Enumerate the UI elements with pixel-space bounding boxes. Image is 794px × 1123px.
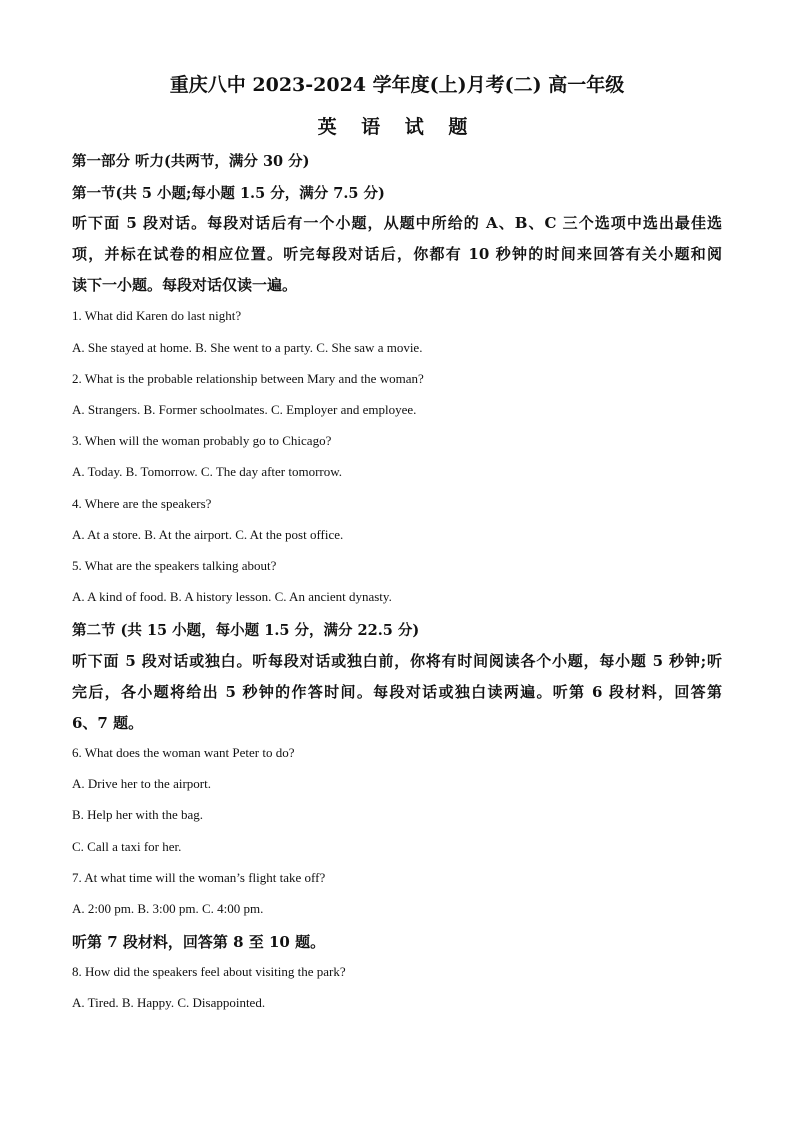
exam-title: 重庆八中 2023-2024 学年度(上)月考(二) 高一年级	[169, 74, 625, 96]
question-8-options: A. Tired. B. Happy. C. Disappointed.	[72, 995, 266, 1010]
question-7: 7. At what time will the woman’s flight take off?	[72, 870, 326, 885]
question-2: 2. What is the probable relationship between Mary and the woman?	[72, 371, 424, 386]
question-7-options: A. 2:00 pm. B. 3:00 pm. C. 4:00 pm.	[72, 901, 264, 916]
question-2-options: A. Strangers. B. Former schoolmates. C. Employer and employee.	[72, 402, 417, 417]
section1-instruction-line: 听下面 5 段对话。每段对话后有一个小题，从题中所给的 A、B、C 三个选项中选出最佳选	[72, 214, 722, 232]
part1-heading: 第一部分 听力(共两节，满分 30 分)	[72, 153, 310, 170]
question-5: 5. What are the speakers talking about?	[72, 558, 277, 573]
question-1-options: A. She stayed at home. B. She went to a party. C. She saw a movie.	[72, 340, 423, 355]
question-6-option-b: B. Help her with the bag.	[72, 807, 204, 822]
section1-heading: 第一节(共 5 小题;每小题 1.5 分，满分 7.5 分)	[72, 185, 385, 202]
question-6-option-a: A. Drive her to the airport.	[72, 776, 211, 791]
section2-instruction-line: 完后，各小题将给出 5 秒钟的作答时间。每段对话或独白读两遍。听第 6 段材料，回答第	[72, 683, 722, 701]
section1-instruction-line: 读下一小题。每段对话仅读一遍。	[72, 276, 298, 294]
exam-subtitle: 英 语 试 题	[317, 116, 477, 138]
question-3: 3. When will the woman probably go to Chicago?	[72, 433, 332, 448]
question-3-options: A. Today. B. Tomorrow. C. The day after tomorrow.	[72, 464, 343, 479]
passage7-instruction: 听第 7 段材料，回答第 8 至 10 题。	[72, 933, 326, 951]
question-5-options: A. A kind of food. B. A history lesson. C. An ancient dynasty.	[72, 589, 392, 604]
question-6: 6. What does the woman want Peter to do?	[72, 745, 295, 760]
section2-instruction-line: 听下面 5 段对话或独白。听每段对话或独白前，你将有时间阅读各个小题，每小题 5 秒钟;听	[72, 652, 722, 670]
section2-heading: 第二节 (共 15 小题，每小题 1.5 分，满分 22.5 分)	[72, 622, 420, 639]
question-4-options: A. At a store. B. At the airport. C. At the post office.	[72, 527, 344, 542]
section1-instruction-line: 项，并标在试卷的相应位置。听完每段对话后，你都有 10 秒钟的时间来回答有关小题和阅	[72, 245, 722, 263]
question-8: 8. How did the speakers feel about visiting the park?	[72, 964, 346, 979]
question-1: 1. What did Karen do last night?	[72, 308, 242, 323]
question-6-option-c: C. Call a taxi for her.	[72, 839, 182, 854]
section2-instruction-line: 6、7 题。	[72, 714, 144, 732]
question-4: 4. Where are the speakers?	[72, 496, 212, 511]
